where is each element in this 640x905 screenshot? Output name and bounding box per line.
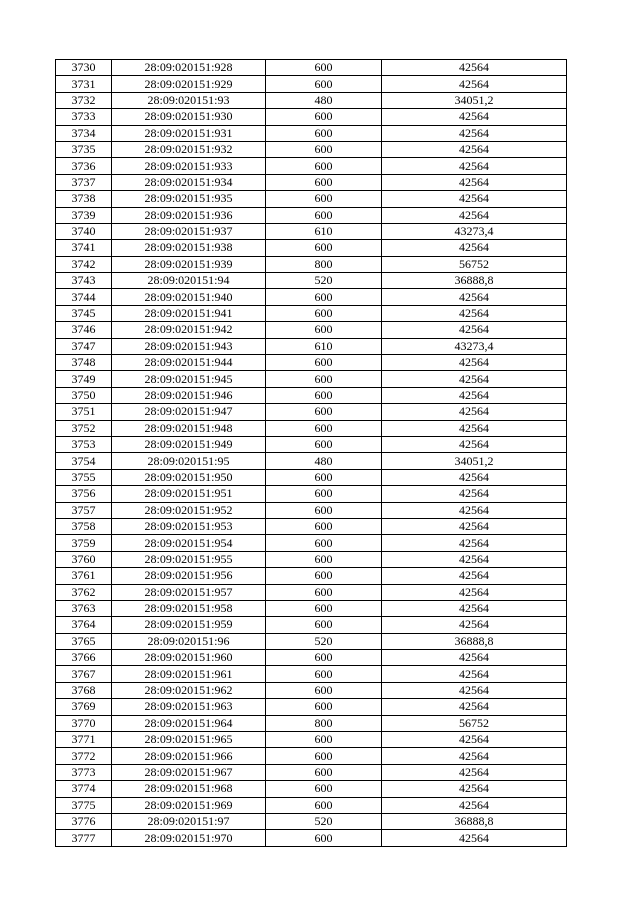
cadastral-value-cell: 42564 [382, 240, 567, 256]
cadastral-number-cell: 28:09:020151:97 [112, 813, 266, 829]
cadastral-number-cell: 28:09:020151:950 [112, 469, 266, 485]
cadastral-number-cell: 28:09:020151:959 [112, 617, 266, 633]
cadastral-number-cell: 28:09:020151:937 [112, 223, 266, 239]
parcel-table-body [56, 60, 567, 847]
row-number-cell: 3756 [56, 486, 112, 502]
row-number-cell: 3748 [56, 355, 112, 371]
cadastral-number-cell: 28:09:020151:958 [112, 600, 266, 616]
cadastral-number-cell: 28:09:020151:956 [112, 568, 266, 584]
table-row [56, 191, 567, 207]
area-cell: 600 [266, 568, 382, 584]
area-cell: 600 [266, 518, 382, 534]
area-cell: 600 [266, 387, 382, 403]
cadastral-value-cell: 42564 [382, 60, 567, 76]
table-row [56, 502, 567, 518]
cadastral-value-cell: 42564 [382, 191, 567, 207]
cadastral-value-cell: 42564 [382, 748, 567, 764]
area-cell: 600 [266, 191, 382, 207]
area-cell: 600 [266, 404, 382, 420]
table-row [56, 289, 567, 305]
table-row [56, 715, 567, 731]
row-number-cell: 3733 [56, 109, 112, 125]
cadastral-number-cell: 28:09:020151:930 [112, 109, 266, 125]
cadastral-value-cell: 42564 [382, 682, 567, 698]
area-cell: 600 [266, 289, 382, 305]
cadastral-value-cell: 42564 [382, 486, 567, 502]
cadastral-number-cell: 28:09:020151:970 [112, 830, 266, 846]
area-cell: 600 [266, 207, 382, 223]
row-number-cell: 3769 [56, 699, 112, 715]
cadastral-value-cell: 42564 [382, 732, 567, 748]
area-cell: 600 [266, 764, 382, 780]
cadastral-value-cell: 42564 [382, 436, 567, 452]
table-row [56, 568, 567, 584]
row-number-cell: 3771 [56, 732, 112, 748]
cadastral-value-cell: 42564 [382, 617, 567, 633]
area-cell: 600 [266, 125, 382, 141]
row-number-cell: 3743 [56, 273, 112, 289]
cadastral-number-cell: 28:09:020151:943 [112, 338, 266, 354]
row-number-cell: 3731 [56, 76, 112, 92]
row-number-cell: 3757 [56, 502, 112, 518]
row-number-cell: 3758 [56, 518, 112, 534]
area-cell: 600 [266, 371, 382, 387]
cadastral-value-cell: 34051,2 [382, 92, 567, 108]
table-row [56, 453, 567, 469]
cadastral-number-cell: 28:09:020151:946 [112, 387, 266, 403]
row-number-cell: 3762 [56, 584, 112, 600]
cadastral-value-cell: 42564 [382, 518, 567, 534]
table-row [56, 813, 567, 829]
table-row [56, 551, 567, 567]
area-cell: 600 [266, 305, 382, 321]
area-cell: 600 [266, 109, 382, 125]
cadastral-number-cell: 28:09:020151:968 [112, 781, 266, 797]
area-cell: 600 [266, 666, 382, 682]
area-cell: 600 [266, 420, 382, 436]
table-row [56, 158, 567, 174]
area-cell: 600 [266, 141, 382, 157]
row-number-cell: 3738 [56, 191, 112, 207]
row-number-cell: 3740 [56, 223, 112, 239]
table-row [56, 240, 567, 256]
row-number-cell: 3749 [56, 371, 112, 387]
row-number-cell: 3746 [56, 322, 112, 338]
row-number-cell: 3761 [56, 568, 112, 584]
cadastral-value-cell: 42564 [382, 174, 567, 190]
table-row [56, 256, 567, 272]
row-number-cell: 3775 [56, 797, 112, 813]
cadastral-value-cell: 42564 [382, 797, 567, 813]
area-cell: 600 [266, 617, 382, 633]
table-row [56, 207, 567, 223]
cadastral-number-cell: 28:09:020151:952 [112, 502, 266, 518]
table-row [56, 830, 567, 846]
table-row [56, 125, 567, 141]
row-number-cell: 3763 [56, 600, 112, 616]
row-number-cell: 3765 [56, 633, 112, 649]
row-number-cell: 3764 [56, 617, 112, 633]
area-cell: 600 [266, 158, 382, 174]
cadastral-number-cell: 28:09:020151:938 [112, 240, 266, 256]
cadastral-value-cell: 42564 [382, 158, 567, 174]
row-number-cell: 3739 [56, 207, 112, 223]
table-row [56, 486, 567, 502]
cadastral-number-cell: 28:09:020151:936 [112, 207, 266, 223]
cadastral-number-cell: 28:09:020151:940 [112, 289, 266, 305]
row-number-cell: 3735 [56, 141, 112, 157]
cadastral-number-cell: 28:09:020151:964 [112, 715, 266, 731]
cadastral-number-cell: 28:09:020151:93 [112, 92, 266, 108]
cadastral-number-cell: 28:09:020151:95 [112, 453, 266, 469]
table-row [56, 174, 567, 190]
table-row [56, 584, 567, 600]
table-row [56, 764, 567, 780]
table-row [56, 797, 567, 813]
area-cell: 600 [266, 650, 382, 666]
row-number-cell: 3754 [56, 453, 112, 469]
cadastral-value-cell: 42564 [382, 781, 567, 797]
table-row [56, 469, 567, 485]
cadastral-number-cell: 28:09:020151:935 [112, 191, 266, 207]
cadastral-number-cell: 28:09:020151:942 [112, 322, 266, 338]
cadastral-number-cell: 28:09:020151:960 [112, 650, 266, 666]
area-cell: 600 [266, 436, 382, 452]
cadastral-number-cell: 28:09:020151:961 [112, 666, 266, 682]
table-row [56, 617, 567, 633]
area-cell: 600 [266, 240, 382, 256]
row-number-cell: 3732 [56, 92, 112, 108]
cadastral-value-cell: 42564 [382, 469, 567, 485]
cadastral-value-cell: 42564 [382, 76, 567, 92]
cadastral-value-cell: 42564 [382, 535, 567, 551]
row-number-cell: 3742 [56, 256, 112, 272]
row-number-cell: 3767 [56, 666, 112, 682]
table-row [56, 355, 567, 371]
area-cell: 600 [266, 732, 382, 748]
area-cell: 600 [266, 60, 382, 76]
row-number-cell: 3768 [56, 682, 112, 698]
area-cell: 480 [266, 453, 382, 469]
area-cell: 520 [266, 813, 382, 829]
cadastral-value-cell: 42564 [382, 387, 567, 403]
row-number-cell: 3744 [56, 289, 112, 305]
row-number-cell: 3773 [56, 764, 112, 780]
cadastral-value-cell: 36888,8 [382, 273, 567, 289]
cadastral-value-cell: 56752 [382, 256, 567, 272]
cadastral-number-cell: 28:09:020151:945 [112, 371, 266, 387]
cadastral-number-cell: 28:09:020151:951 [112, 486, 266, 502]
cadastral-value-cell: 42564 [382, 404, 567, 420]
cadastral-value-cell: 42564 [382, 666, 567, 682]
cadastral-value-cell: 42564 [382, 699, 567, 715]
cadastral-value-cell: 42564 [382, 502, 567, 518]
row-number-cell: 3730 [56, 60, 112, 76]
table-row [56, 666, 567, 682]
row-number-cell: 3753 [56, 436, 112, 452]
area-cell: 480 [266, 92, 382, 108]
cadastral-number-cell: 28:09:020151:94 [112, 273, 266, 289]
cadastral-number-cell: 28:09:020151:929 [112, 76, 266, 92]
cadastral-value-cell: 56752 [382, 715, 567, 731]
area-cell: 800 [266, 715, 382, 731]
table-row [56, 650, 567, 666]
cadastral-number-cell: 28:09:020151:955 [112, 551, 266, 567]
row-number-cell: 3734 [56, 125, 112, 141]
cadastral-number-cell: 28:09:020151:965 [112, 732, 266, 748]
area-cell: 600 [266, 76, 382, 92]
table-row [56, 60, 567, 76]
cadastral-number-cell: 28:09:020151:928 [112, 60, 266, 76]
table-row [56, 781, 567, 797]
area-cell: 600 [266, 781, 382, 797]
area-cell: 600 [266, 322, 382, 338]
cadastral-value-cell: 42564 [382, 371, 567, 387]
table-row [56, 76, 567, 92]
cadastral-number-cell: 28:09:020151:96 [112, 633, 266, 649]
table-row [56, 338, 567, 354]
area-cell: 520 [266, 633, 382, 649]
area-cell: 600 [266, 797, 382, 813]
row-number-cell: 3737 [56, 174, 112, 190]
row-number-cell: 3747 [56, 338, 112, 354]
cadastral-number-cell: 28:09:020151:962 [112, 682, 266, 698]
area-cell: 600 [266, 600, 382, 616]
table-row [56, 682, 567, 698]
row-number-cell: 3752 [56, 420, 112, 436]
table-row [56, 387, 567, 403]
cadastral-number-cell: 28:09:020151:969 [112, 797, 266, 813]
cadastral-value-cell: 42564 [382, 420, 567, 436]
cadastral-value-cell: 42564 [382, 109, 567, 125]
parcel-table [55, 59, 567, 847]
cadastral-number-cell: 28:09:020151:934 [112, 174, 266, 190]
cadastral-value-cell: 36888,8 [382, 633, 567, 649]
row-number-cell: 3755 [56, 469, 112, 485]
table-row [56, 322, 567, 338]
cadastral-number-cell: 28:09:020151:931 [112, 125, 266, 141]
table-row [56, 141, 567, 157]
cadastral-number-cell: 28:09:020151:948 [112, 420, 266, 436]
cadastral-number-cell: 28:09:020151:949 [112, 436, 266, 452]
row-number-cell: 3770 [56, 715, 112, 731]
area-cell: 600 [266, 551, 382, 567]
cadastral-number-cell: 28:09:020151:944 [112, 355, 266, 371]
cadastral-number-cell: 28:09:020151:957 [112, 584, 266, 600]
cadastral-value-cell: 42564 [382, 355, 567, 371]
table-row [56, 748, 567, 764]
table-row [56, 223, 567, 239]
cadastral-number-cell: 28:09:020151:939 [112, 256, 266, 272]
cadastral-number-cell: 28:09:020151:941 [112, 305, 266, 321]
table-row [56, 633, 567, 649]
cadastral-value-cell: 42564 [382, 830, 567, 846]
cadastral-value-cell: 42564 [382, 600, 567, 616]
table-row [56, 420, 567, 436]
area-cell: 600 [266, 535, 382, 551]
row-number-cell: 3736 [56, 158, 112, 174]
row-number-cell: 3776 [56, 813, 112, 829]
area-cell: 600 [266, 469, 382, 485]
cadastral-value-cell: 34051,2 [382, 453, 567, 469]
area-cell: 600 [266, 682, 382, 698]
table-row [56, 535, 567, 551]
cadastral-value-cell: 36888,8 [382, 813, 567, 829]
area-cell: 610 [266, 223, 382, 239]
table-row [56, 600, 567, 616]
cadastral-number-cell: 28:09:020151:947 [112, 404, 266, 420]
cadastral-number-cell: 28:09:020151:963 [112, 699, 266, 715]
table-row [56, 109, 567, 125]
table-row [56, 404, 567, 420]
cadastral-number-cell: 28:09:020151:967 [112, 764, 266, 780]
area-cell: 800 [266, 256, 382, 272]
table-row [56, 699, 567, 715]
cadastral-value-cell: 42564 [382, 125, 567, 141]
row-number-cell: 3774 [56, 781, 112, 797]
area-cell: 600 [266, 486, 382, 502]
cadastral-value-cell: 43273,4 [382, 338, 567, 354]
row-number-cell: 3777 [56, 830, 112, 846]
cadastral-value-cell: 42564 [382, 322, 567, 338]
cadastral-value-cell: 42564 [382, 764, 567, 780]
cadastral-value-cell: 42564 [382, 207, 567, 223]
area-cell: 600 [266, 502, 382, 518]
area-cell: 600 [266, 174, 382, 190]
area-cell: 600 [266, 830, 382, 846]
row-number-cell: 3751 [56, 404, 112, 420]
row-number-cell: 3772 [56, 748, 112, 764]
cadastral-number-cell: 28:09:020151:932 [112, 141, 266, 157]
row-number-cell: 3760 [56, 551, 112, 567]
table-row [56, 305, 567, 321]
table-row [56, 92, 567, 108]
row-number-cell: 3750 [56, 387, 112, 403]
row-number-cell: 3745 [56, 305, 112, 321]
row-number-cell: 3759 [56, 535, 112, 551]
table-row [56, 273, 567, 289]
cadastral-value-cell: 42564 [382, 650, 567, 666]
area-cell: 600 [266, 748, 382, 764]
cadastral-number-cell: 28:09:020151:954 [112, 535, 266, 551]
cadastral-number-cell: 28:09:020151:966 [112, 748, 266, 764]
area-cell: 600 [266, 699, 382, 715]
area-cell: 600 [266, 355, 382, 371]
row-number-cell: 3741 [56, 240, 112, 256]
row-number-cell: 3766 [56, 650, 112, 666]
cadastral-value-cell: 42564 [382, 305, 567, 321]
cadastral-number-cell: 28:09:020151:953 [112, 518, 266, 534]
table-row [56, 436, 567, 452]
area-cell: 520 [266, 273, 382, 289]
table-row [56, 732, 567, 748]
table-row [56, 371, 567, 387]
table-row [56, 518, 567, 534]
cadastral-value-cell: 42564 [382, 584, 567, 600]
cadastral-value-cell: 42564 [382, 289, 567, 305]
area-cell: 610 [266, 338, 382, 354]
area-cell: 600 [266, 584, 382, 600]
cadastral-value-cell: 42564 [382, 568, 567, 584]
cadastral-value-cell: 42564 [382, 551, 567, 567]
cadastral-number-cell: 28:09:020151:933 [112, 158, 266, 174]
cadastral-value-cell: 43273,4 [382, 223, 567, 239]
cadastral-value-cell: 42564 [382, 141, 567, 157]
